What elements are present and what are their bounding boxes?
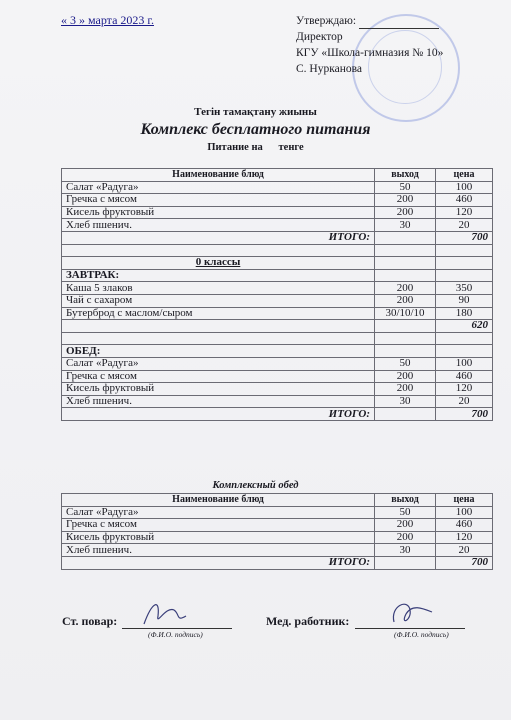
table-row: Салат «Радуга» 50 100 [62, 506, 493, 519]
complex-lunch-title: Комплексный обед [212, 480, 299, 491]
section-row: ОБЕД: [62, 345, 493, 358]
medic-label: Мед. работник: [266, 614, 350, 628]
menu-table-1 [61, 168, 493, 421]
col-header-price: цена [436, 494, 493, 507]
table-row: Гречка с мясом 200 460 [62, 519, 493, 532]
menu-table-2 [61, 493, 493, 570]
table-row: Чай с сахаром 200 90 [62, 294, 493, 307]
approval-block [296, 13, 443, 77]
table-row: Кисель фруктовый 200 120 [62, 206, 493, 219]
col-header-price: цена [436, 169, 493, 182]
table-row: Хлеб пшенич. 30 20 [62, 544, 493, 557]
medic-signature [388, 596, 438, 630]
table-row: Хлеб пшенич. 30 20 [62, 395, 493, 408]
total-row: ИТОГО: 700 [62, 556, 493, 569]
empty-row [62, 244, 493, 257]
table-row: Кисель фруктовый 200 120 [62, 383, 493, 396]
col-header-name: Наименование блюд [62, 169, 375, 182]
total-row: 620 [62, 320, 493, 333]
table-row: Каша 5 злаков 200 350 [62, 282, 493, 295]
col-header-output: выход [375, 494, 436, 507]
table-row: Гречка с мясом 200 460 [62, 194, 493, 207]
total-row: ИТОГО: 700 [62, 231, 493, 244]
empty-row [62, 332, 493, 345]
class-row: 0 классы [62, 257, 493, 270]
table-row: Салат «Радуга» 50 100 [62, 181, 493, 194]
table-row: Салат «Радуга» 50 100 [62, 357, 493, 370]
page-title: Комплекс бесплатного питания [140, 121, 371, 138]
table-row: Гречка с мясом 200 460 [62, 370, 493, 383]
approve-position: Директор [296, 31, 343, 43]
table-row: Хлеб пшенич. 30 20 [62, 219, 493, 232]
approve-organization: КГУ «Школа-гимназия № 10» [296, 47, 444, 59]
col-header-name: Наименование блюд [62, 494, 375, 507]
cook-label: Ст. повар: [62, 614, 118, 628]
section-row: ЗАВТРАК: [62, 269, 493, 282]
subtitle: Питание на тенге [207, 142, 304, 153]
approve-label: Утверждаю: [296, 15, 357, 27]
table-row: Кисель фруктовый 200 120 [62, 531, 493, 544]
cook-hint: (Ф.И.О. подпись) [148, 630, 203, 639]
total-row: ИТОГО: 700 [62, 408, 493, 421]
document-date: « 3 » марта 2023 г. [61, 13, 154, 27]
table-row: Бутерброд с маслом/сыром 30/10/10 180 [62, 307, 493, 320]
approve-line [359, 28, 439, 29]
medic-hint: (Ф.И.О. подпись) [394, 630, 449, 639]
title-kazakh: Тегін тамақтану жиыны [194, 106, 317, 118]
cook-signature [140, 596, 190, 630]
approve-name: С. Нурканова [296, 63, 363, 75]
col-header-output: выход [375, 169, 436, 182]
